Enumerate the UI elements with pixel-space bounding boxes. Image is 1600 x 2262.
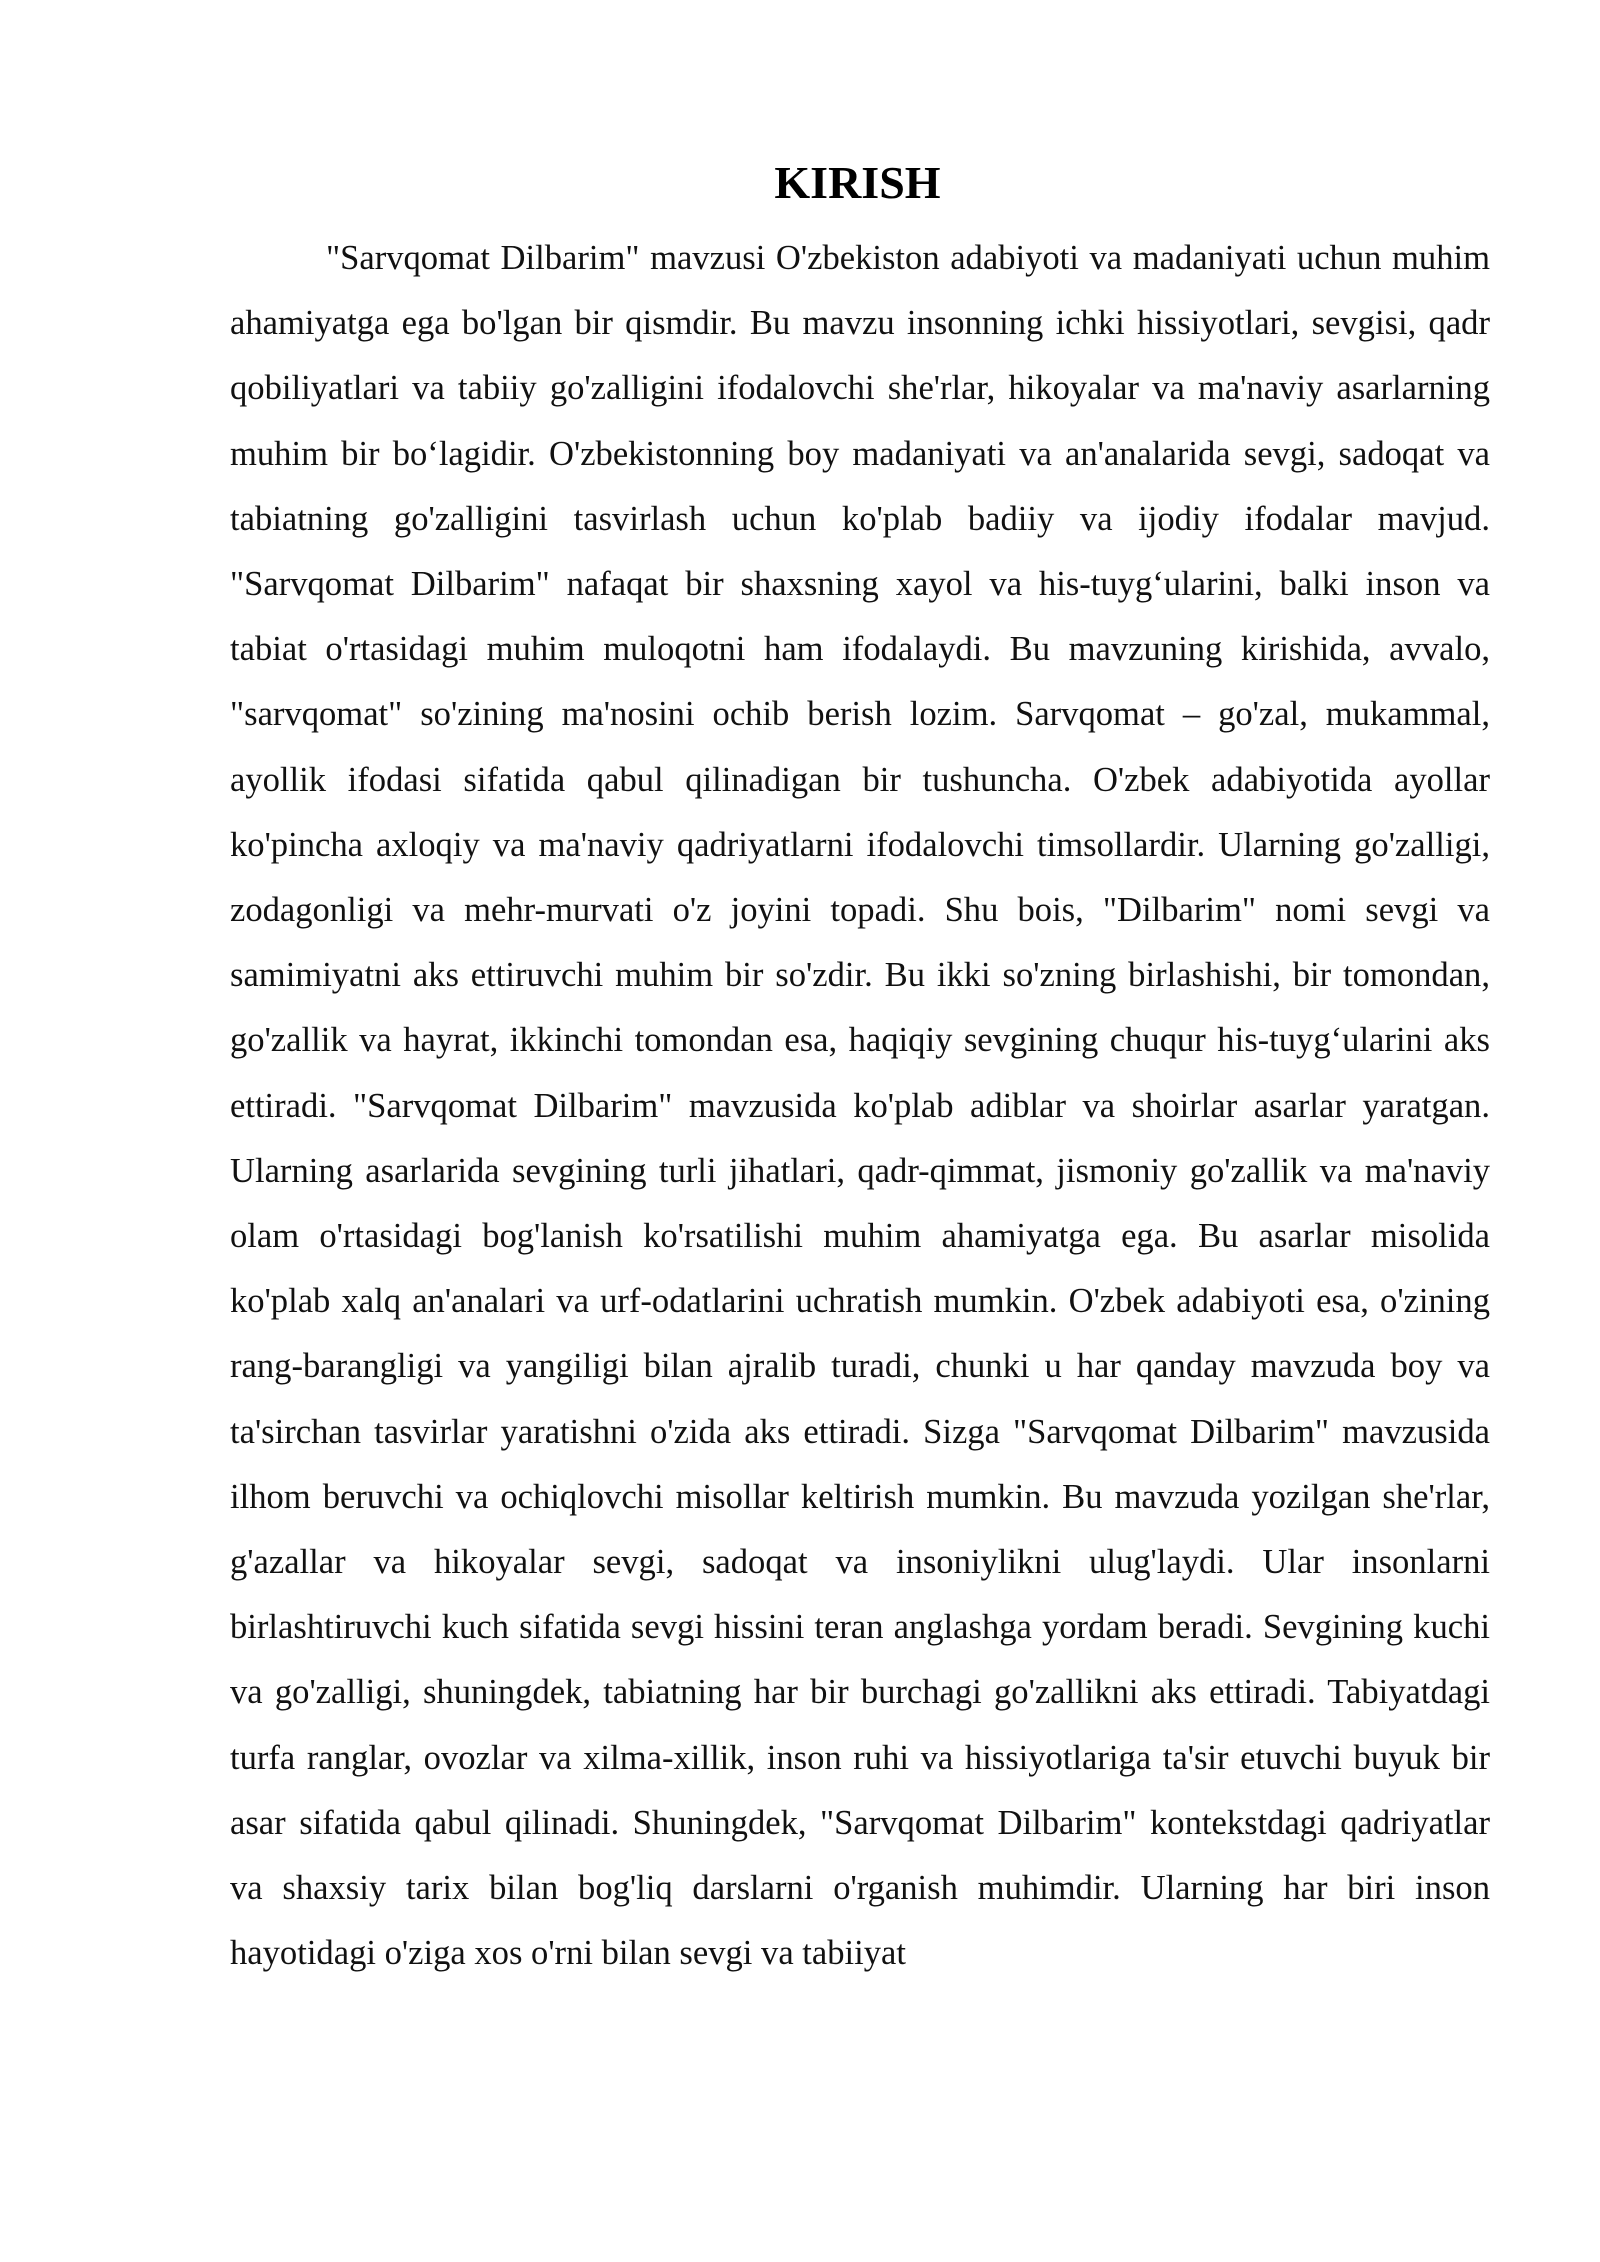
body-text [230, 226, 1490, 1986]
page-title: KIRISH [774, 157, 941, 208]
body-paragraph: "Sarvqomat Dilbarim" mavzusi O'zbekiston adabiyoti va madaniyati uchun muhim ahamiyatga ega bo'lgan bir qismdir. Bu mavzu insonning ichki hissiyotlari, sevgisi, qadr qobiliyatlari va tabiiy go'zalligini ifodalovchi she'rlar, hikoyalar va ma'naviy asarlarning muhim bir bo‘lagidir. O'zbekistonning boy madaniyati va an'analarida sevgi, sadoqat va tabiatning go'zalligini tasvirlash uchun ko'plab badiiy va ijodiy ifodalar mavjud. "Sarvqomat Dilbarim" nafaqat bir shaxsning xayol va his-tuyg‘ularini, balki inson va tabiat o'rtasidagi muhim muloqotni ham ifodalaydi. Bu mavzuning kirishida, avvalo, "sarvqomat" so'zining ma'nosini ochib berish lozim. Sarvqomat – go'zal, mukammal, ayollik ifodasi sifatida qabul qilinadigan bir tushuncha. O'zbek adabiyotida ayollar ko'pincha axloqiy va ma'naviy qadriyatlarni ifodalovchi timsollardir. Ularning go'zalligi, zodagonligi va mehr-murvati o'z joyini topadi. Shu bois, "Dilbarim" nomi sevgi va samimiyatni aks ettiruvchi muhim bir so'zdir. Bu ikki so'zning birlashishi, bir tomondan, go'zallik va hayrat, ikkinchi tomondan esa, haqiqiy sevgining chuqur his-tuyg‘ularini aks ettiradi. "Sarvqomat Dilbarim" mavzusida ko'plab adiblar va shoirlar asarlar yaratgan. Ularning asarlarida sevgining turli jihatlari, qadr-qimmat, jismoniy go'zallik va ma'naviy olam o'rtasidagi bog'lanish ko'rsatilishi muhim ahamiyatga ega. Bu asarlar misolida ko'plab xalq an'analari va urf-odatlarini uchratish mumkin. O'zbek adabiyoti esa, o'zining rang-barangligi va yangiligi bilan ajralib turadi, chunki u har qanday mavzuda boy va ta'sirchan tasvirlar yaratishni o'zida aks ettiradi. Sizga "Sarvqomat Dilbarim" mavzusida ilhom beruvchi va ochiqlovchi misollar keltirish mumkin. Bu mavzuda yozilgan she'rlar, g'azallar va hikoyalar sevgi, sadoqat va insoniylikni ulug'laydi. Ular insonlarni birlashtiruvchi kuch sifatida sevgi hissini teran anglashga yordam beradi. Sevgining kuchi va go'zalligi, shuningdek, tabiatning har bir burchagi go'zallikni aks ettiradi. Tabiyatdagi turfa ranglar, ovozlar va xilma-xillik, inson ruhi va hissiyotlariga ta'sir etuvchi buyuk bir asar sifatida qabul qilinadi. Shuningdek, "Sarvqomat Dilbarim" kontekstdagi qadriyatlar va shaxsiy tarix bilan bog'liq darslarni o'rganish muhimdir. Ularning har biri inson hayotidagi o'ziga xos o'rni bilan sevgi va tabiiyat [230, 239, 1490, 1973]
